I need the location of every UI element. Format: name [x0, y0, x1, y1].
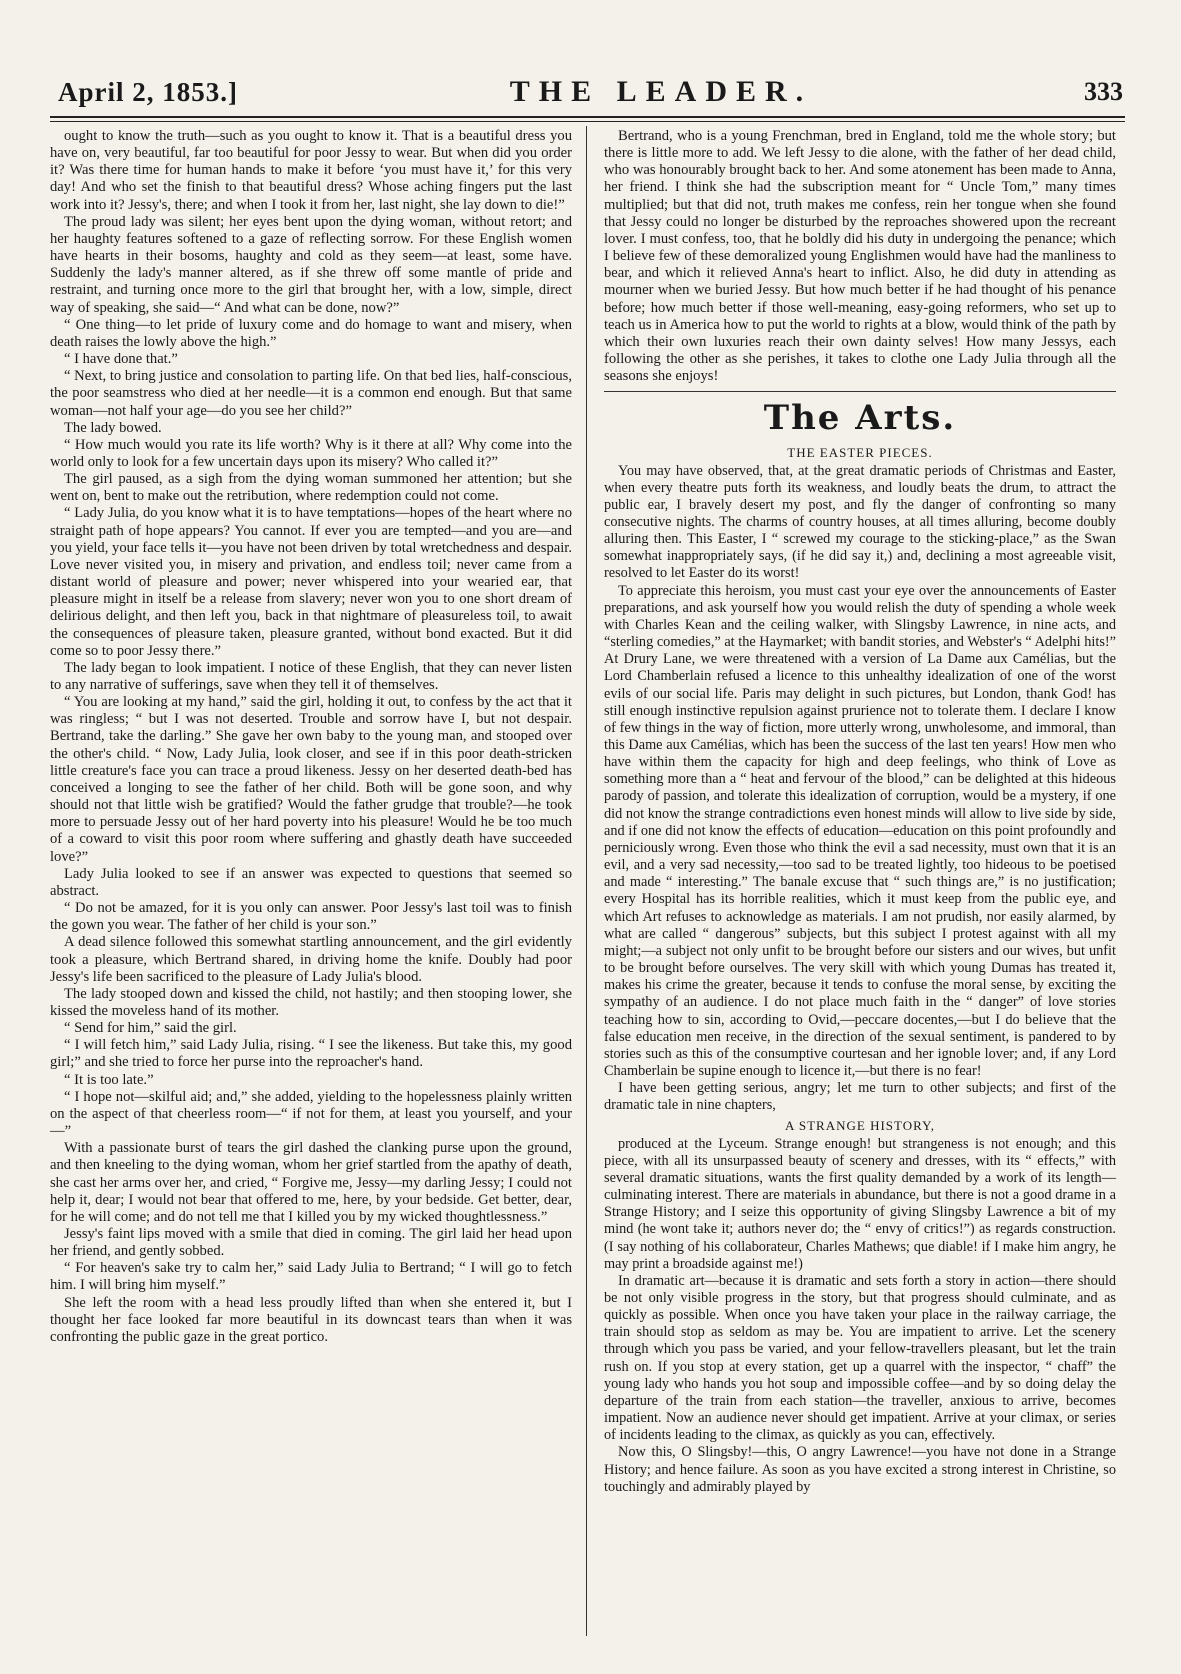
- paragraph: With a passionate burst of tears the girl dashed the clanking purse upon the ground, and then kneeling to the dying woman, whom her grief startled from the apathy of death, she cast her arms over her, and cried, “ Forgive me, Jessy—my darling Jessy; I could not help it, dear; I would not bear that offered to me, here, by your bedside. Get better, dear, for he will come; and do not tell me that I killed you by my wicked thoughtlessness.”: [50, 1140, 572, 1225]
- paragraph: The lady began to look impatient. I notice of these English, that they can never listen to any narrative of sufferings, save when they tell it of themselves.: [50, 659, 572, 693]
- paragraph: In dramatic art—because it is dramatic and sets forth a story in action—there should be not only visible progress in the story, but that progress should culminate, and as quickly as possible. When once you have taken your place in the railway carriage, the train should stop as seldom as may be. You are impatient to arrive. Let the scenery through which you pass be varied, and your fellow-travellers pleasant, but let the train rush on. If you stop at every station, get up a quarrel with the inspector, “ chaff” the young lady who hands you hot soup and impossible coffee—and by so doing delay the departure of the train from each station—the traveller, anxious to arrive, becomes impatient. Now an audience never should get impatient. Arrive at your climax, or series of incidents leading to the climax, as quickly as you can, effectively.: [604, 1272, 1116, 1444]
- header-rule-thin: [50, 121, 1125, 122]
- page-header: [58, 70, 1123, 114]
- paragraph: “ Next, to bring justice and consolation to parting life. On that bed lies, half-conscious, the poor seamstress who died at her needle—it is a common end enough. But that same woman—not half your age—do you see her child?”: [50, 368, 572, 419]
- page-number: 333: [1083, 77, 1123, 106]
- paragraph: The proud lady was silent; her eyes bent upon the dying woman, without retort; and her haughty features softened to a gaze of reflecting sorrow. For these English women have hearts in their bosoms, haughty and cold as they seem—at least, some have. Suddenly the lady's manner altered, as if she threw off some mantle of pride and restraint, and turning once more to the girl that brought her, with a low, simple, direct way of speaking, she said—“ And what can be done, now?”: [50, 213, 572, 316]
- paragraph: produced at the Lyceum. Strange enough! but strangeness is not enough; and this piece, with all its unsurpassed beauty of scenery and dresses, with its “ effects,” with several dramatic situations, wants the first quality demanded by a work of its length—culminating interest. There are materials in abundance, but there is not a good drame in a Strange History; and I seize this opportunity of giving Slingsby Lawrence a bit of my mind (he wont take it; authors never do; the “ envy of critics!”) as regards construction. (I say nothing of his collaborateur, Charles Mathews; que diable! if I make him angry, he may print a broadside against me!): [604, 1135, 1116, 1272]
- header-rule: [50, 116, 1125, 118]
- paragraph: The girl paused, as a sigh from the dying woman summoned her attention; but she went on, bent to make out the retribution, where redemption could not come.: [50, 471, 572, 505]
- paragraph: ought to know the truth—such as you ought to know it. That is a beautiful dress you have on, very beautiful, far too beautiful for poor Jessy to wear. But when did you order it? Was there time for human hands to make it before ‘you must have it,’ for this very day! And who set the finish to that beautiful dress? Whose aching fingers put the last work into it? Jessy's, there; and when I took it from her, last night, she lay down to die!”: [50, 128, 572, 213]
- paragraph: “ You are looking at my hand,” said the girl, holding it out, to confess by the act that it was ringless; “ but I was not deserted. Trouble and sorrow have I, but not despair. Bertrand, take the darling.” She gave her own baby to the young man, and stooped over the other's child. “ Now, Lady Julia, look closer, and see if in this poor death-stricken little creature's face you can trace a proud likeness. Jessy on her deserted death-bed has conceived a longing to see the father of her child. Both will be gone soon, and why should not that little wish be gratified? Would the father grudge that trouble?—he took more to persuade Jessy out of her hard poverty into his pleasure! Would he be too much of a coward to visit this poor room where suffering and ghastly death have succeeded love?”: [50, 694, 572, 865]
- issue-date: April 2, 1853.]: [58, 76, 238, 107]
- article-subheading-2: A STRANGE HISTORY,: [784, 1118, 936, 1134]
- paragraph: To appreciate this heroism, you must cast your eye over the announcements of Easter preparations, and ask yourself how you would relish the duty of spending a whole week with Charles Kean and the ceiling walker, with Slingsby Lawrence, in nine acts, and “sterling comedies,” at the Haymarket; with bandit stories, and Webster's “ Adelphi hits!” At Drury Lane, we were threatened with a version of La Dame aux Camélias, but the Lord Chamberlain refused a licence to this unhealthy idealization of one of the worst evils of our social life. Paris may delight in such pictures, but London, thank God! has still enough instinctive repulsion against prurience not to tolerate them. I declare I know of few things in the way of fiction, more utterly wrong, unwholesome, and immoral, than this Dame aux Camélias, which has been the success of the last ten years! How men who have within them the capacity for high and deep feelings, who think of Love as something more than a “ heat and fervour of the blood,” can be delighted at this hideous parody of passion, and tolerate this idealization of corruption, would be a mystery, if one did not know the strange contradictions even honest minds will allow to live side by side, and if one did not know the effects of education—education on this point profoundly and perniciously wrong. Even those who think the evil a sad necessity, must own that it is an evil, and a very sad necessity,—too sad to be treated lightly, too hideous to be poetised and made “ interesting.” The banale excuse that “ such things are,” is no justification; every Hospital has its horrible realities, which it must keep from the public eye, and which Art refuses to acknowledge as materials. I am not prudish, nor easily alarmed, by what are called “ dangerous” subjects, but this subject I protest against with all my might;—a subject not only unfit to be brought before our sisters and our wives, but unfit to be brought before ourselves. The very skill with which young Dumas has treated it, makes his crime the greater, because it tends to confuse the moral sense, by exciting the sympathy of an audience. I do not place much faith in the “ danger” of love stories teaching how to sin, according to Ovid,—peccare docentes,—but I do believe that the false education men receive, in the direction of the sexual sentiment, is pandered to by stories such as this of the consumptive courtesan and her ignoble lover; and, if any Lord Chamberlain be supine enough to licence it,—but there is no fear!: [604, 582, 1116, 1079]
- paragraph: You may have observed, that, at the great dramatic periods of Christmas and Easter, when every theatre puts forth its weakness, and loudly beats the drum, to attract the public ear, I bravely desert my post, and fly the danger of confronting so many consecutive nights. The charms of country houses, at all times alluring, become doubly alluring then. This Easter, I “ screwed my courage to the sticking-place,” as the Swan somewhat inappropriately says, (if he did say it,) and, declining a most agreeable visit, resolved to let Easter do its worst!: [604, 462, 1116, 582]
- section-separator: [604, 391, 1116, 392]
- masthead-title: THE LEADER.: [509, 75, 813, 108]
- paragraph: A dead silence followed this somewhat startling announcement, and the girl evidently took a pleasure, which Bertrand shared, in driving home the knife. Doubly had poor Jessy's life been sacrificed to the pleasure of Lady Julia's blood.: [50, 934, 572, 985]
- paragraph: “ Do not be amazed, for it is you only can answer. Poor Jessy's last toil was to finish the gown you wear. The father of her child is your son.”: [50, 900, 572, 934]
- paragraph: “ Send for him,” said the girl.: [64, 1020, 237, 1037]
- column-divider: [586, 126, 587, 1636]
- article-subheading: THE EASTER PIECES.: [787, 445, 933, 461]
- strange-history-review: [604, 1136, 1116, 1496]
- paragraph: Jessy's faint lips moved with a smile that died in coming. The girl laid her head upon her friend, and gently sobbed.: [50, 1226, 572, 1260]
- right-column: [604, 128, 1116, 1496]
- paragraph: Bertrand, who is a young Frenchman, bred in England, told me the whole story; but there is little more to add. We left Jessy to die alone, with the father of her dead child, who was honourably brought back to her. And some atonement has been made to Anna, her friend. I think she had the subscription meant for “ Uncle Tom,” many times multiplied; but that did not, truth makes me confess, rein her tongue when she found that Jessy could no longer be disturbed by the reproaches showered upon the recreant lover. I must confess, too, that he boldly did his duty in undergoing the penance; which I believe few of these demoralized young Englishmen would have had the manliness to bear, and which it relieved Anna's heart to inflict. Also, he did duty in attending as mourner when we buried Jessy. But how much better if he had thought of his penance before; how much better if those well-meaning, easy-going reformers, who set up to teach us in America how to put the world to rights at a blow, would think of the path by which their own luxuries reach their own dainty selves! How many Jessys, each following the other as she perishes, it takes to clothe one Lady Julia through all the seasons she enjoys!: [604, 128, 1116, 385]
- left-column: [50, 128, 572, 1346]
- paragraph: “ For heaven's sake try to calm her,” said Lady Julia to Bertrand; “ I will go to fetch him. I will bring him myself.”: [50, 1260, 572, 1294]
- paragraph: “ Lady Julia, do you know what it is to have temptations—hopes of the heart where no straight path of hope appears? You cannot. If ever you are tempted—and you are—and you yield, your face tells it—you have not been driven by total wretchedness and despair. Love never visited you, in misery and privation, and endless toil; never came from a distant world of pleasure and power; never whispered into your wearied ear, that pleasure might in itself be a release from slavery; never won you to one short dream of delirious delight, and then left you, back in that nightmare of pleasureless toil, to await the consequences of pleasure taken, pleasure granted, without bond exacted. But it did come so to poor Jessy there.”: [50, 505, 572, 659]
- paragraph: “ I have done that.”: [64, 351, 178, 368]
- paragraph: “ It is too late.”: [64, 1071, 154, 1088]
- section-heading: The Arts.: [763, 398, 957, 439]
- paragraph: “ I will fetch him,” said Lady Julia, rising. “ I see the likeness. But take this, my good girl;” and she tried to force her purse into the reproacher's hand.: [50, 1037, 572, 1071]
- paragraph: “ I hope not—skilful aid; and,” she added, yielding to the hopelessness plainly written on the aspect of that cheerless room—“ if not for them, at least you yourself, and your—”: [50, 1088, 572, 1140]
- paragraph: I have been getting serious, angry; let me turn to other subjects; and first of the dramatic tale in nine chapters,: [604, 1080, 1116, 1114]
- paragraph: The lady stooped down and kissed the child, not hastily; and then stooping lower, she kissed the moveless hand of its mother.: [50, 985, 572, 1019]
- paragraph: “ How much would you rate its life worth? Why is it there at all? Why come into the world only to look for a few uncertain days upon its misery? Who called it?”: [50, 436, 572, 470]
- story-conclusion: [604, 128, 1116, 385]
- paragraph: Now this, O Slingsby!—this, O angry Lawrence!—you have not done in a Strange History; and hence failure. As soon as you have excited a strong interest in Christine, so touchingly and admirably played by: [604, 1444, 1116, 1495]
- paragraph: She left the room with a head less proudly lifted than when she entered it, but I thought her face looked far more beautiful in its downcast tears than when it was confronting the public gaze in the great portico.: [50, 1294, 572, 1345]
- paragraph: “ One thing—to let pride of luxury come and do homage to want and misery, when death raises the lowly above the high.”: [50, 316, 572, 350]
- paragraph: The lady bowed.: [64, 419, 162, 436]
- paragraph: Lady Julia looked to see if an answer was expected to questions that seemed so abstract.: [50, 865, 572, 899]
- arts-article: [604, 463, 1116, 1115]
